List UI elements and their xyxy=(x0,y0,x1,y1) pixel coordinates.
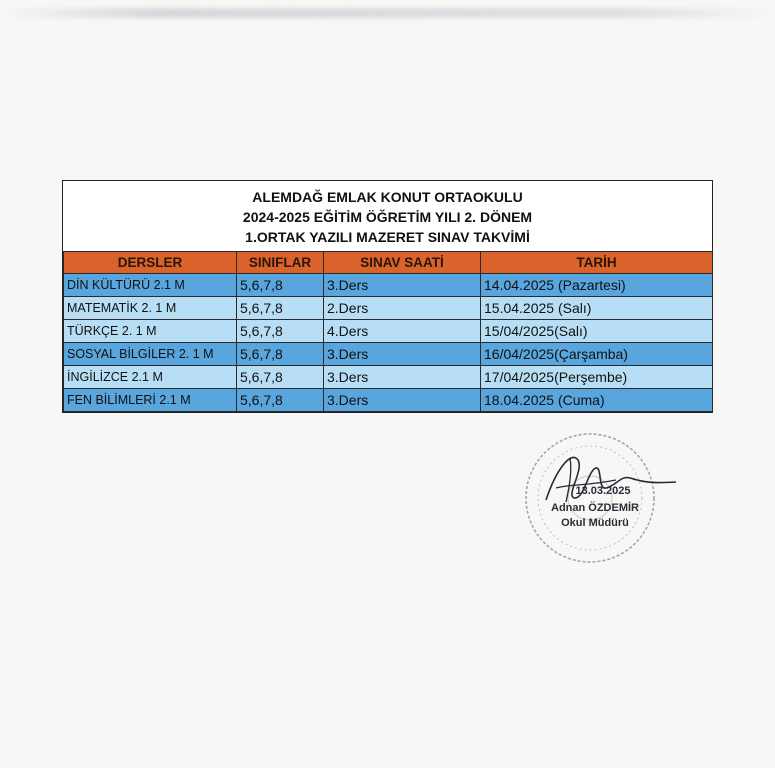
cell-saat: 3.Ders xyxy=(324,366,481,389)
cell-tarih: 17/04/2025(Perşembe) xyxy=(481,366,713,389)
cell-tarih: 14.04.2025 (Pazartesi) xyxy=(481,274,713,297)
table-row xyxy=(64,274,713,297)
table-header-row xyxy=(64,252,713,274)
cell-siniflar: 5,6,7,8 xyxy=(237,389,324,412)
exam-schedule-document xyxy=(62,180,713,413)
school-name: ALEMDAĞ EMLAK KONUT ORTAOKULU xyxy=(252,189,523,205)
schedule-title: 1.ORTAK YAZILI MAZERET SINAV TAKVİMİ xyxy=(245,229,530,245)
cell-tarih: 18.04.2025 (Cuma) xyxy=(481,389,713,412)
cell-saat: 4.Ders xyxy=(324,320,481,343)
column-header-sinav-saati: SINAV SAATİ xyxy=(324,252,481,274)
cell-siniflar: 5,6,7,8 xyxy=(237,297,324,320)
document-header xyxy=(63,181,712,251)
table-row xyxy=(64,366,713,389)
cell-tarih: 15.04.2025 (Salı) xyxy=(481,297,713,320)
academic-year: 2024-2025 EĞİTİM ÖĞRETİM YILI 2. DÖNEM xyxy=(242,209,533,225)
cell-siniflar: 5,6,7,8 xyxy=(237,274,324,297)
table-row xyxy=(64,297,713,320)
cell-siniflar: 5,6,7,8 xyxy=(237,320,324,343)
cell-ders: MATEMATİK 2. 1 M xyxy=(64,297,237,320)
principal-title: Okul Müdürü xyxy=(561,517,629,529)
table-row xyxy=(64,343,713,366)
schedule-table xyxy=(63,251,713,412)
cell-ders: FEN BİLİMLERİ 2.1 M xyxy=(64,389,237,412)
signature-date: 13.03.2025 xyxy=(575,485,631,497)
table-row xyxy=(64,320,713,343)
cell-saat: 3.Ders xyxy=(324,343,481,366)
cell-ders: İNGİLİZCE 2.1 M xyxy=(64,366,237,389)
cell-siniflar: 5,6,7,8 xyxy=(237,366,324,389)
cell-ders: TÜRKÇE 2. 1 M xyxy=(64,320,237,343)
cell-tarih: 15/04/2025(Salı) xyxy=(481,320,713,343)
column-header-tarih: TARİH xyxy=(481,252,713,274)
table-row xyxy=(64,389,713,412)
cell-siniflar: 5,6,7,8 xyxy=(237,343,324,366)
cell-saat: 3.Ders xyxy=(324,274,481,297)
cell-saat: 2.Ders xyxy=(324,297,481,320)
column-header-siniflar: SINIFLAR xyxy=(237,252,324,274)
cell-saat: 3.Ders xyxy=(324,389,481,412)
cell-ders: SOSYAL BİLGİLER 2. 1 M xyxy=(64,343,237,366)
scan-artifact-line xyxy=(0,8,775,18)
column-header-dersler: DERSLER xyxy=(64,252,237,274)
cell-tarih: 16/04/2025(Çarşamba) xyxy=(481,343,713,366)
cell-ders: DİN KÜLTÜRÜ 2.1 M xyxy=(64,274,237,297)
principal-name: Adnan ÖZDEMİR xyxy=(551,502,639,514)
